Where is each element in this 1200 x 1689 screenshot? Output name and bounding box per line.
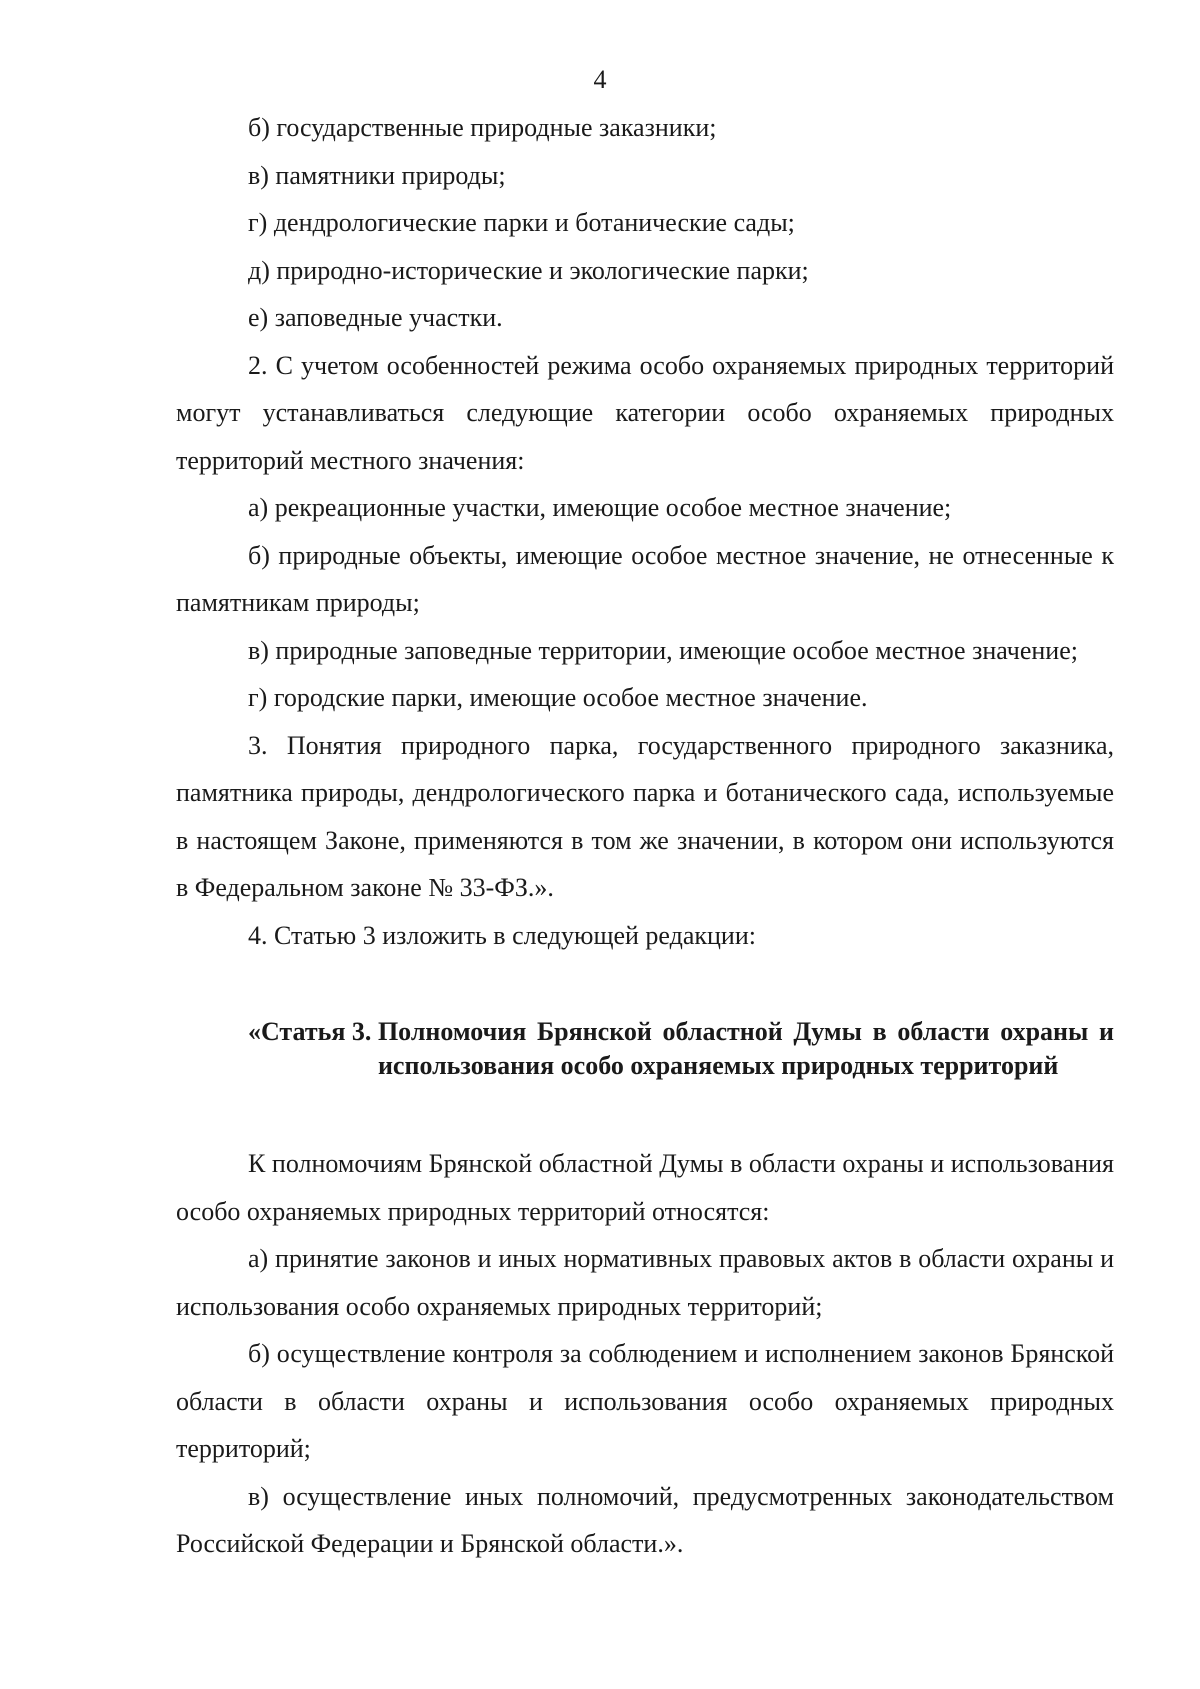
article-number: «Статья 3. bbox=[248, 1017, 372, 1046]
paragraph-list-item-d: д) природно-исторические и экологические парки; bbox=[248, 255, 809, 285]
paragraph-article-intro: К полномочиям Брянской областной Думы в области охраны и использования особо охраняемых природных территорий относятся: bbox=[176, 1149, 1114, 1226]
paragraph-clause-2-item-b: б) природные объекты, имеющие особое местное значение, не отнесенные к памятникам природы; bbox=[176, 540, 1114, 617]
paragraph-clause-3: 3. Понятия природного парка, государственного природного заказника, памятника природы, дендрологического парка и ботанического сада, используемые в настоящем Законе, применяются в том же значении, в котором они используются в Федеральном законе № 33-ФЗ.». bbox=[176, 730, 1114, 902]
article-body bbox=[176, 1140, 1114, 1568]
paragraph-clause-4: 4. Статью 3 изложить в следующей редакции: bbox=[248, 920, 756, 950]
paragraph-clause-2: 2. С учетом особенностей режима особо охраняемых природных территорий могут устанавливаться следующие категории особо охраняемых природных территорий местного значения: bbox=[176, 350, 1114, 475]
paragraph-list-item-e: е) заповедные участки. bbox=[248, 303, 503, 332]
paragraph-list-item-b: б) государственные природные заказники; bbox=[248, 113, 717, 142]
paragraph-article-item-a: а) принятие законов и иных нормативных правовых актов в области охраны и использования особо охраняемых природных территорий; bbox=[176, 1244, 1114, 1321]
paragraph-article-item-b: б) осуществление контроля за соблюдением и исполнением законов Брянской области в области охраны и использования особо охраняемых природных территорий; bbox=[176, 1339, 1114, 1463]
article-heading bbox=[248, 1015, 1114, 1083]
paragraph-list-item-v: в) памятники природы; bbox=[248, 160, 506, 190]
page-number: 4 bbox=[593, 65, 607, 94]
paragraph-clause-2-item-v: в) природные заповедные территории, имеющие особое местное значение; bbox=[248, 635, 1078, 665]
article-title: Полномочия Брянской областной Думы в области охраны и использования особо охраняемых природных территорий bbox=[377, 1017, 1114, 1080]
paragraph-clause-2-item-a: а) рекреационные участки, имеющие особое местное значение; bbox=[248, 493, 952, 522]
paragraph-article-item-v: в) осуществление иных полномочий, предусмотренных законодательством Российской Федерации и Брянской области.». bbox=[176, 1481, 1114, 1558]
paragraph-clause-2-item-g: г) городские парки, имеющие особое местное значение. bbox=[248, 683, 868, 712]
paragraph-list-item-g: г) дендрологические парки и ботанические сады; bbox=[248, 208, 795, 237]
document-body bbox=[176, 104, 1114, 959]
